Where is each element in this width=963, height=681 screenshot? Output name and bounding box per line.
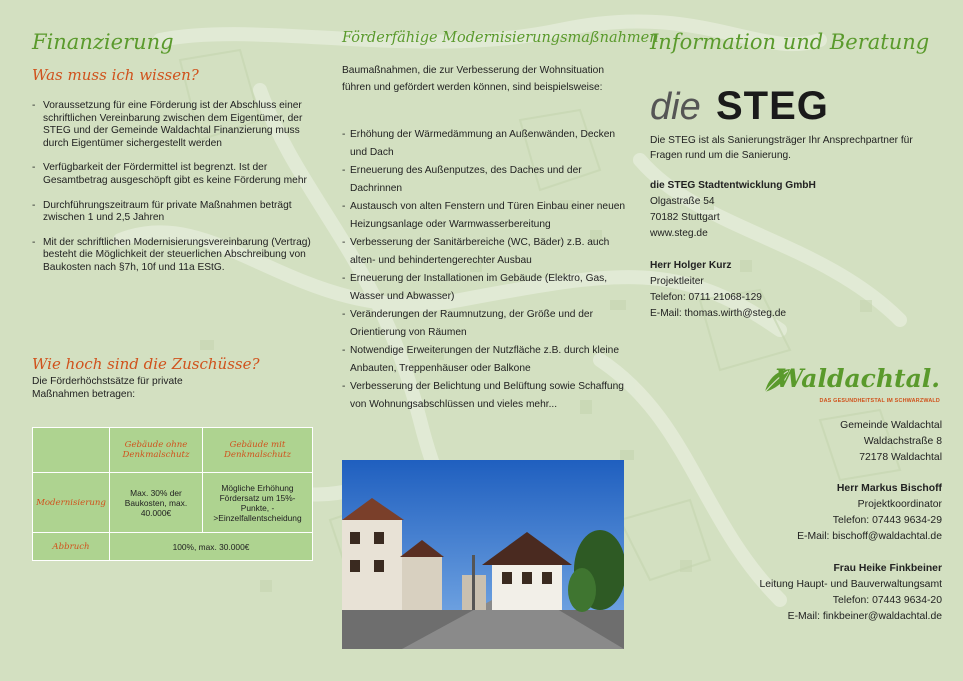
- steg-contact-phone: Telefon: 0711 21068-129: [650, 292, 762, 303]
- list-item: - Veränderungen der Raumnutzung, der Größe und der Orientierung von Räumen: [342, 306, 627, 342]
- table-cell: Max. 30% der Baukosten, max. 40.000€: [110, 473, 203, 533]
- steg-logo-die: die: [650, 86, 701, 128]
- gemeinde-name: Gemeinde Waldachtal: [840, 420, 942, 431]
- column-financing: [32, 0, 322, 681]
- table-cell: 100%, max. 30.000€: [110, 533, 313, 561]
- steg-company: die STEG Stadtentwicklung GmbH: [650, 180, 816, 191]
- waldachtal-logo-tagline: DAS GESUNDHEITSTAL IM SCHWARZWALD: [819, 398, 940, 404]
- table-cell: Mögliche Erhöhung Fördersatz um 15%-Punkte, ->Einzelfallentscheidung: [203, 473, 313, 533]
- steg-city: 70182 Stuttgart: [650, 212, 720, 223]
- office-head-role: Leitung Haupt- und Bauverwaltungsamt: [759, 579, 942, 590]
- table-row-label-demolition: Abbruch: [33, 533, 110, 561]
- coordinator-name: Herr Markus Bischoff: [836, 483, 942, 494]
- information-title: Information und Beratung: [650, 30, 930, 54]
- coordinator-email[interactable]: E-Mail: bischoff@waldachtal.de: [797, 531, 942, 542]
- list-item: - Notwendige Erweiterungen der Nutzfläche z.B. durch kleine Anbauten, Treppenhäuser oder Balkone: [342, 342, 627, 378]
- measures-title: Förderfähige Modernisierungsmaßnahmen: [342, 30, 659, 46]
- measures-list: [342, 126, 627, 414]
- list-item: - Austausch von alten Fenstern und Türen Einbau einer neuen Heizungsanlage oder Warmwasserbereitung: [342, 198, 627, 234]
- requirements-list: [32, 100, 318, 287]
- coordinator-phone: Telefon: 07443 9634-29: [832, 515, 942, 526]
- steg-street: Olgastraße 54: [650, 196, 715, 207]
- table-head-monument: Gebäude mit Denkmalschutz: [203, 428, 313, 473]
- office-head-name: Frau Heike Finkbeiner: [833, 563, 942, 574]
- table-corner: [33, 428, 110, 473]
- subsidy-heading: Wie hoch sind die Zuschüsse?: [32, 355, 260, 373]
- coordinator-role: Projektkoordinator: [857, 499, 942, 510]
- table-row-label-modernization: Modernisierung: [33, 473, 110, 533]
- list-item: - Durchführungszeitraum für private Maßnahmen beträgt zwischen 1 und 2,5 Jahren: [32, 200, 318, 225]
- subsidy-table: [32, 427, 313, 561]
- list-item: - Mit der schriftlichen Modernisierungsvereinbarung (Vertrag) besteht die Möglichkeit der steuerlichen Abschreibung von Baukosten nach §7h, 10f und 11a EStG.: [32, 237, 318, 275]
- waldachtal-logo: [762, 364, 942, 410]
- subsidy-intro: Die Förderhöchstsätze für private Maßnahmen betragen:: [32, 376, 183, 400]
- measures-intro: Baumaßnahmen, die zur Verbesserung der Wohnsituation führen und gefördert werden können, sind beispielsweise:: [342, 65, 605, 93]
- table-head-no-monument: Gebäude ohne Denkmalschutz: [110, 428, 203, 473]
- steg-contact-email[interactable]: E-Mail: thomas.wirth@steg.de: [650, 308, 787, 319]
- steg-contact-role: Projektleiter: [650, 276, 704, 287]
- list-item: - Verbesserung der Sanitärbereiche (WC, Bäder) z.B. auch alten- und behindertengerechter Ausbau: [342, 234, 627, 270]
- column-information: [650, 0, 942, 681]
- office-head-email[interactable]: E-Mail: finkbeiner@waldachtal.de: [787, 611, 942, 622]
- steg-logo-steg: STEG: [716, 84, 829, 128]
- list-item: - Erhöhung der Wärmedämmung an Außenwänden, Decken und Dach: [342, 126, 627, 162]
- gemeinde-street: Waldachstraße 8: [863, 436, 942, 447]
- steg-contact-name: Herr Holger Kurz: [650, 260, 732, 271]
- gemeinde-city: 72178 Waldachtal: [859, 452, 942, 463]
- financing-title: Finanzierung: [32, 30, 174, 54]
- steg-intro: Die STEG ist als Sanierungsträger Ihr Ansprechpartner für Fragen rund um die Sanierung.: [650, 135, 913, 161]
- office-head-phone: Telefon: 07443 9634-20: [832, 595, 942, 606]
- street-photo: [342, 460, 624, 649]
- village-street-image: [342, 460, 624, 649]
- list-item: - Erneuerung der Installationen im Gebäude (Elektro, Gas, Wasser und Abwasser): [342, 270, 627, 306]
- list-item: - Voraussetzung für eine Förderung ist der Abschluss einer schriftlichen Vereinbarung zwischen dem Eigentümer, der STEG und der Gemeinde Waldachtal Finanzierung muss durch Eigentümer sichergestellt werden: [32, 100, 318, 150]
- waldachtal-logo-text: Waldachtal.: [775, 364, 940, 393]
- steg-web[interactable]: www.steg.de: [650, 228, 708, 239]
- list-item: - Verfügbarkeit der Fördermittel ist begrenzt. Ist der Gesamtbetrag ausgeschöpft gibt es keine Förderung mehr: [32, 162, 318, 187]
- what-to-know-heading: Was muss ich wissen?: [32, 66, 199, 84]
- column-measures: [342, 0, 659, 681]
- list-item: - Verbesserung der Belichtung und Belüftung sowie Schaffung von Wohnungsabschlüssen und vieles mehr...: [342, 378, 627, 414]
- list-item: - Erneuerung des Außenputzes, des Daches und der Dachrinnen: [342, 162, 627, 198]
